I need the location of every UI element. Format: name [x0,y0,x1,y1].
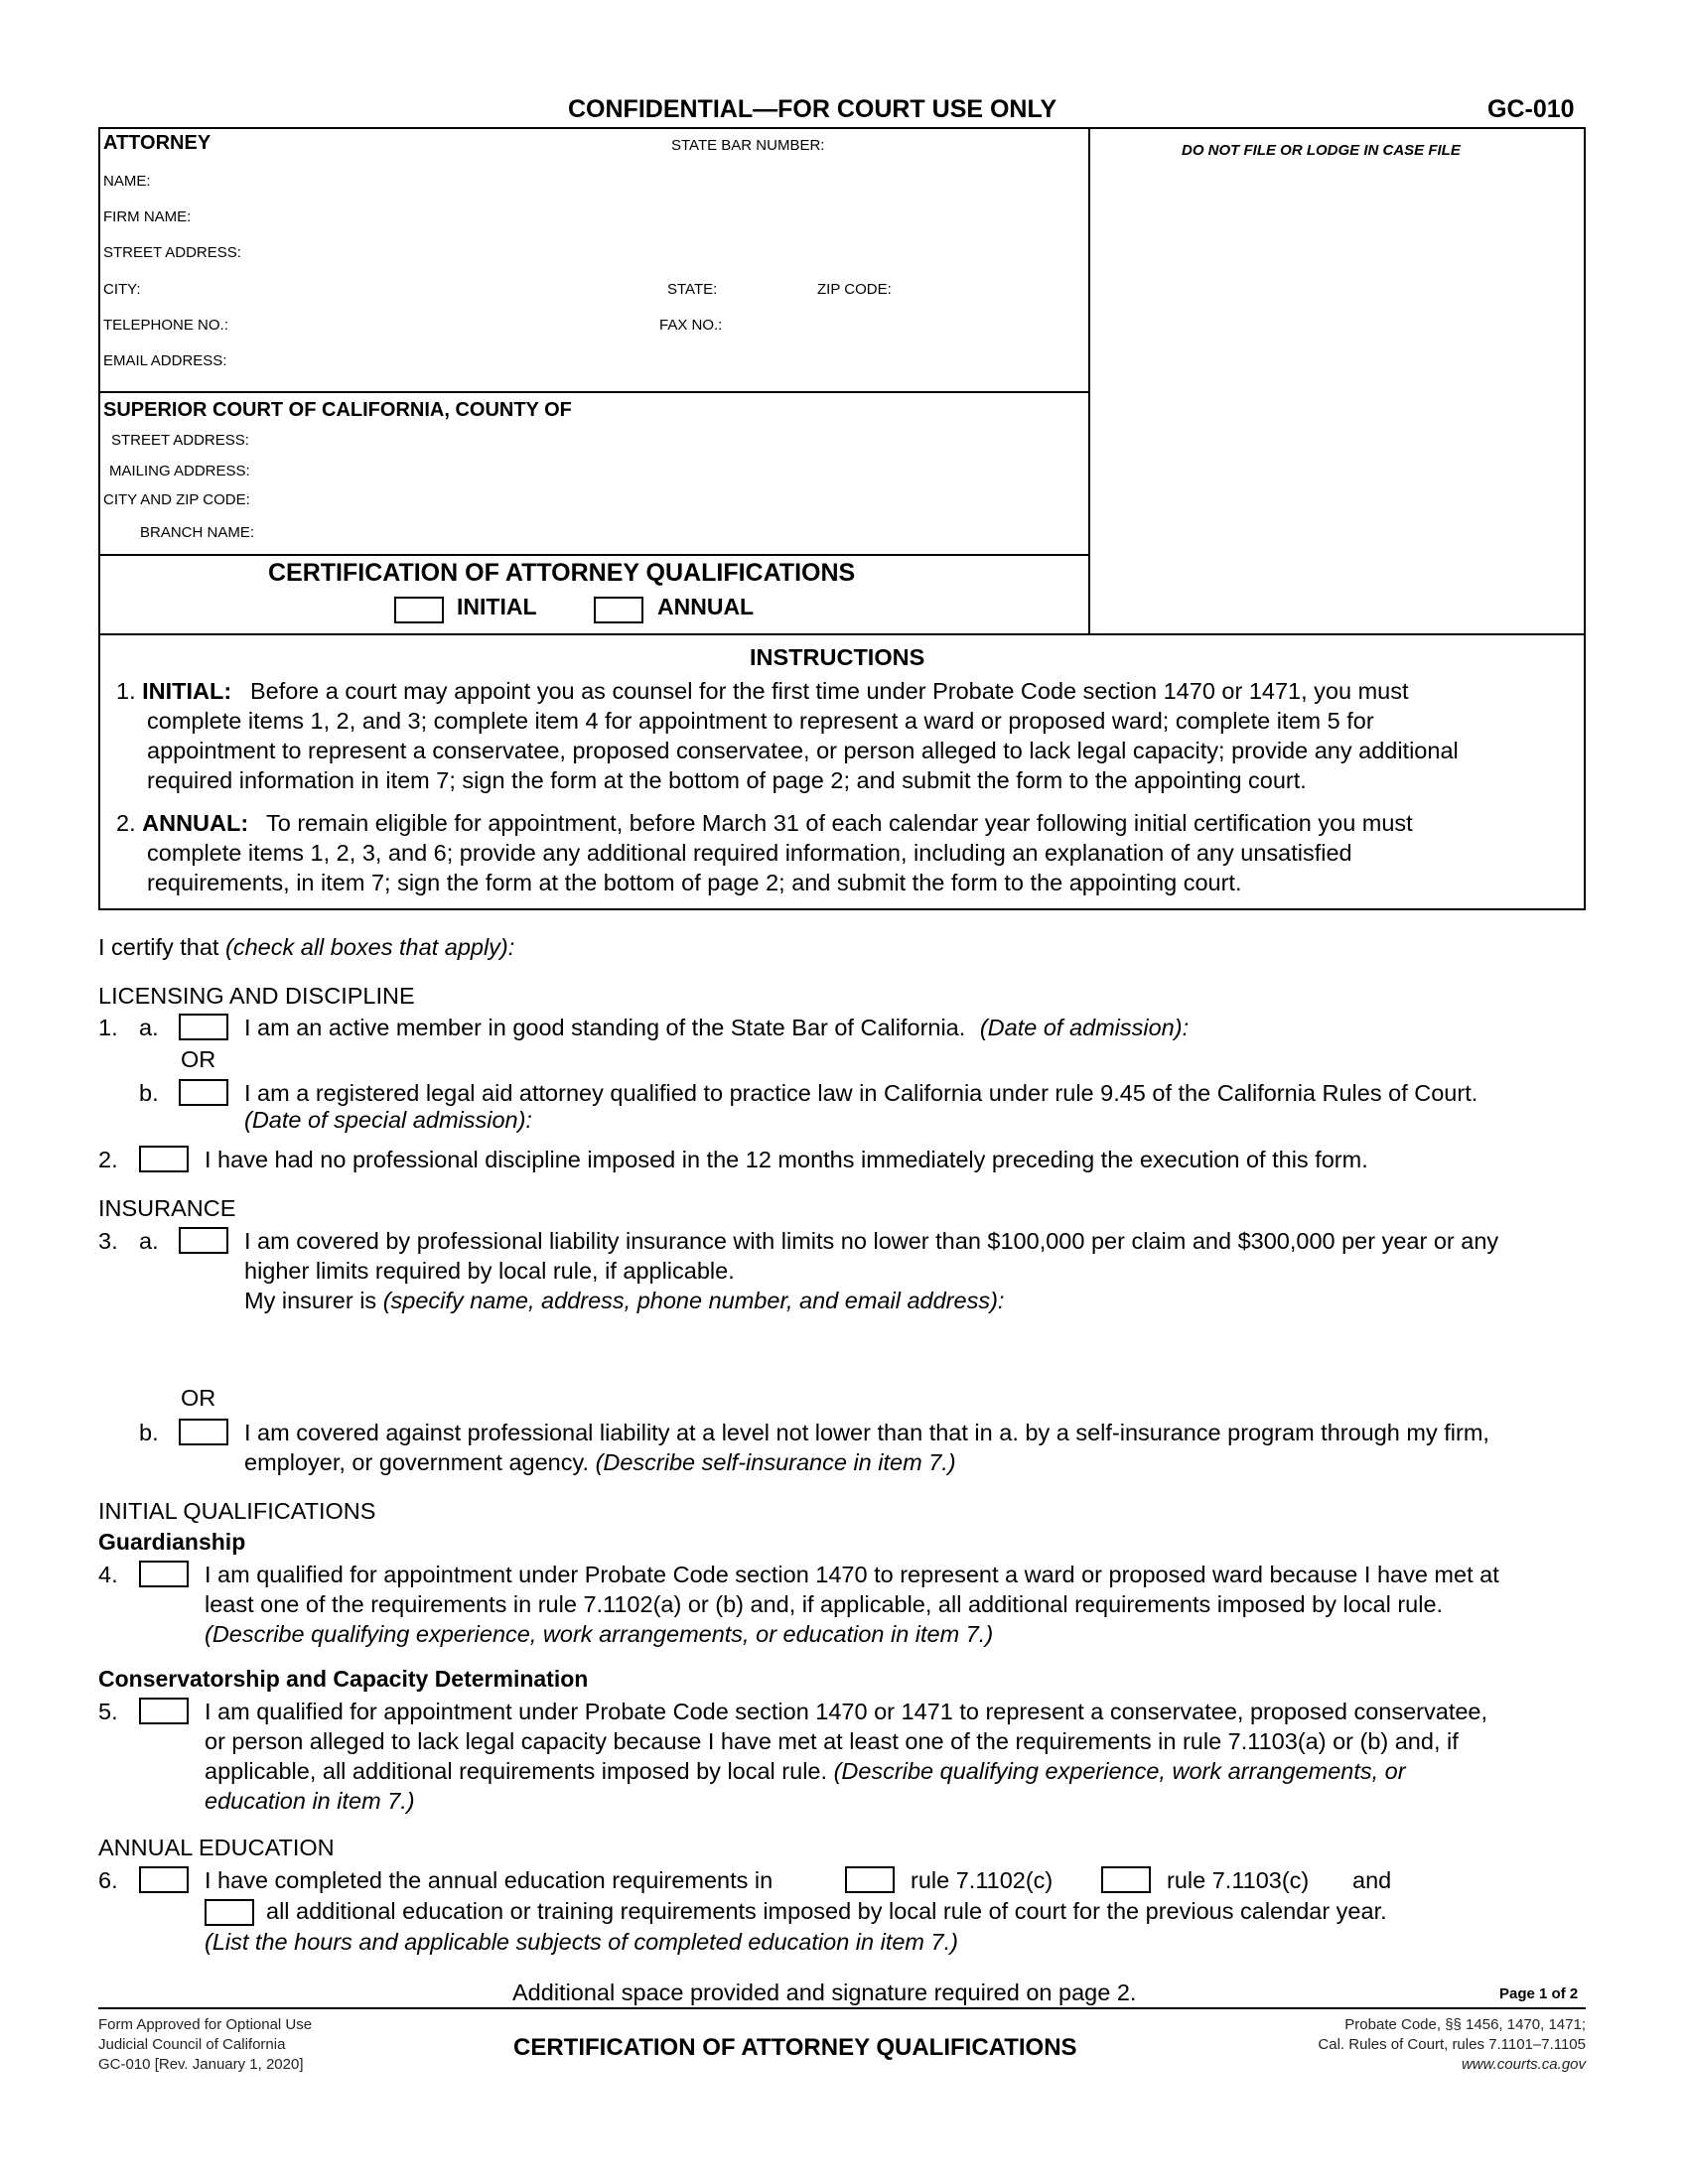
item3a-checkbox[interactable] [179,1227,228,1254]
item3a-letter: a. [139,1228,159,1254]
court-city-zip-label: CITY AND ZIP CODE: [103,491,250,508]
item5-checkbox[interactable] [139,1698,189,1724]
item1b-checkbox[interactable] [179,1079,228,1106]
item4-number: 4. [98,1562,118,1587]
item4-checkbox[interactable] [139,1561,189,1587]
item2-checkbox[interactable] [139,1146,189,1172]
form-number: GC-010 [1487,95,1575,123]
item1a-letter: a. [139,1015,159,1040]
instruction-initial-text-cont: complete items 1, 2, and 3; complete item 4 for appointment to represent a ward or proposed ward; complete item 5 for appointment to represent a conservatee, proposed conservatee, or person alleged to lack legal capacity; provide any additional required information in item 7; sign the form at the bottom of page 2; and submit the form to the appointing court. [147,708,1459,793]
rule-7-1103c-label: rule 7.1103(c) [1167,1867,1310,1893]
item6-number: 6. [98,1867,118,1893]
rule-7-1102c-checkbox[interactable] [845,1866,895,1893]
rule-7-1103c-checkbox[interactable] [1101,1866,1151,1893]
telephone-label: TELEPHONE NO.: [103,317,228,334]
email-address-label: EMAIL ADDRESS: [103,352,227,369]
firm-name-label: FIRM NAME: [103,208,192,225]
footer-left: Form Approved for Optional Use Judicial Council of California GC-010 [Rev. January 1, 2020] [98,2016,313,2073]
item3-or: OR [181,1385,216,1411]
item1a-checkbox[interactable] [179,1014,228,1040]
rule-7-1102c-label: rule 7.1102(c) [911,1867,1054,1893]
licensing-heading: LICENSING AND DISCIPLINE [98,983,415,1009]
item6-local-rule-text: all additional education or training requirements imposed by local rule of court for the previous calendar year. [266,1898,1387,1924]
initial-qualifications-heading: INITIAL QUALIFICATIONS [98,1498,376,1524]
item3b-checkbox[interactable] [179,1419,228,1445]
instructions-heading: INSTRUCTIONS [750,644,925,670]
item5-text: I am qualified for appointment under Probate Code section 1470 or 1471 to represent a conservatee, proposed conservatee, or person alleged to lack legal capacity because I have met at least one of the requirements in rule 7.1103(a) or (b) and, if applicable, all additional requirements imposed by local rule. (Describe qualifying experience, work arrangements, or education in item 7.) [205,1699,1488,1814]
court-heading: SUPERIOR COURT OF CALIFORNIA, COUNTY OF [103,399,572,421]
court-branch-label: BRANCH NAME: [140,524,255,541]
item1a-text: I am an active member in good standing of the State Bar of California. (Date of admission): [244,1015,1190,1040]
street-address-label: STREET ADDRESS: [103,244,241,261]
annual-checkbox[interactable] [594,597,643,623]
item2-number: 2. [98,1147,118,1172]
instruction-annual-label: ANNUAL: [142,810,249,836]
item3b-text: I am covered against professional liability at a level not lower than that in a. by a self-insurance program through my firm, employer, or government agency. (Describe self-insurance in item 7.) [244,1420,1489,1475]
additional-space-note: Additional space provided and signature required on page 2. [512,1979,1137,2005]
item5-number: 5. [98,1699,118,1724]
conservatorship-subheading: Conservatorship and Capacity Determination [98,1666,589,1692]
certify-intro: I certify that (check all boxes that apply): [98,934,515,960]
instruction-annual-number: 2. [116,810,136,836]
instruction-initial-text: Before a court may appoint you as counsel for the first time under Probate Code section 1470 or 1471, you must [250,678,1409,704]
court-mailing-label: MAILING ADDRESS: [109,463,250,479]
item3b-letter: b. [139,1420,159,1445]
fax-label: FAX NO.: [659,317,723,334]
local-rule-checkbox[interactable] [205,1899,254,1926]
instruction-annual-text-cont: complete items 1, 2, 3, and 6; provide any additional required information, including an explanation of any unsatisfied requirements, in item 7; sign the form at the bottom of page 2; and submit the form to the appointing court. [147,840,1352,895]
item4-text: I am qualified for appointment under Probate Code section 1470 to represent a ward or proposed ward because I have met at least one of the requirements in rule 7.1102(a) or (b) and, if applicable, all additional requirements imposed by local rule. (Describe qualifying experience, work arrangements, or education in item 7.) [205,1562,1499,1647]
footer-title: CERTIFICATION OF ATTORNEY QUALIFICATIONS [513,2034,1077,2061]
instruction-initial [116,676,231,706]
state-bar-label: STATE BAR NUMBER: [671,137,825,154]
city-label: CITY: [103,281,141,298]
form-title: CERTIFICATION OF ATTORNEY QUALIFICATIONS [268,559,856,587]
item2-text: I have had no professional discipline imposed in the 12 months immediately preceding the execution of this form. [205,1147,1368,1172]
item6-text: I have completed the annual education requirements in [205,1867,774,1893]
footer-right: Probate Code, §§ 1456, 1470, 1471; Cal. Rules of Court, rules 7.1101–7.1105 www.courts.ca.gov [1318,2016,1586,2073]
instruction-initial-label: INITIAL: [142,678,232,704]
item1-number: 1. [98,1015,118,1040]
insurance-heading: INSURANCE [98,1195,236,1221]
initial-label: INITIAL [457,594,537,619]
item1b-text: I am a registered legal aid attorney qualified to practice law in California under rule 9.45 of the California Rules of Court. (Date of special admission): [244,1080,1478,1133]
item1b-letter: b. [139,1080,159,1106]
attorney-heading: ATTORNEY [103,132,211,154]
state-label: STATE: [667,281,718,298]
guardianship-subheading: Guardianship [98,1529,246,1555]
confidential-banner: CONFIDENTIAL—FOR COURT USE ONLY [568,95,1057,123]
name-label: NAME: [103,173,151,190]
item6-checkbox[interactable] [139,1866,189,1893]
item1-or: OR [181,1046,216,1072]
page-number: Page 1 of 2 [1499,1985,1579,2002]
do-not-file-note: DO NOT FILE OR LODGE IN CASE FILE [1182,142,1461,159]
instruction-annual-text: To remain eligible for appointment, before March 31 of each calendar year following initial certification you must [266,810,1413,836]
court-street-label: STREET ADDRESS: [111,432,249,449]
item3a-text: I am covered by professional liability insurance with limits no lower than $100,000 per claim and $300,000 per year or any higher limits required by local rule, if applicable. My insurer is (specify name, address, phone number, and email address): [244,1228,1499,1313]
instruction-annual [116,808,248,838]
initial-checkbox[interactable] [394,597,444,623]
annual-label: ANNUAL [657,594,755,619]
item6-and: and [1352,1867,1392,1893]
annual-education-heading: ANNUAL EDUCATION [98,1835,335,1860]
footer-divider [98,2007,1586,2009]
instruction-initial-number: 1. [116,678,136,704]
item6-note: (List the hours and applicable subjects of completed education in item 7.) [205,1929,958,1955]
zip-code-label: ZIP CODE: [817,281,892,298]
item3-number: 3. [98,1228,118,1254]
